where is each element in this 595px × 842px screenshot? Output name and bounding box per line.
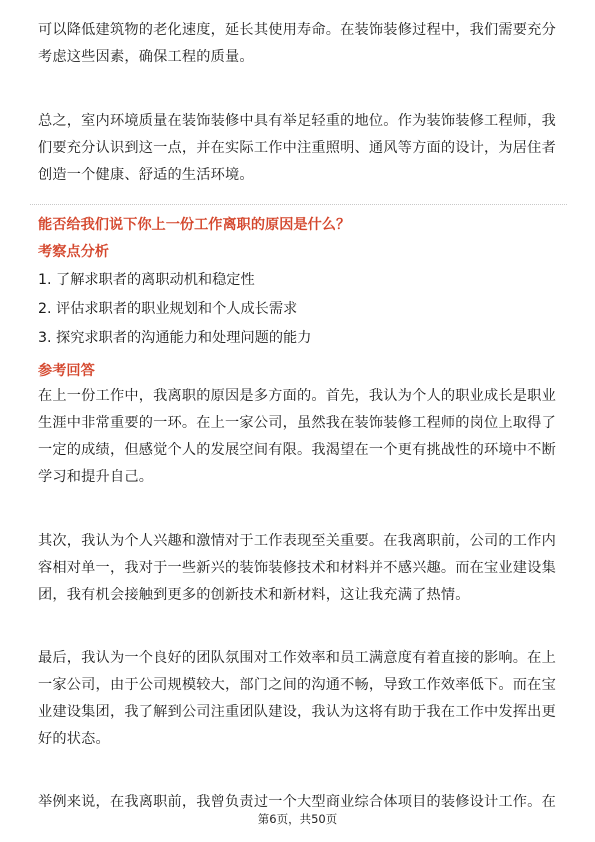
summary-line: 们要充分认识到这一点，并在实际工作中注重照明、通风等方面的设计，为居住者 xyxy=(38,140,556,156)
answer-paragraph xyxy=(38,383,558,491)
answer-paragraph xyxy=(38,645,558,753)
summary-line: 总之，室内环境质量在装饰装修中具有举足轻重的地位。作为装饰装修工程师，我 xyxy=(38,113,556,129)
answer-heading: 参考回答 xyxy=(38,363,95,379)
answer-line: 生涯中非常重要的一环。在上一家公司，虽然我在装饰装修工程师的岗位上取得了 xyxy=(38,415,556,431)
intro-line: 考虑这些因素，确保工程的质量。 xyxy=(38,49,254,65)
interview-question: 能否给我们说下你上一份工作离职的原因是什么？ xyxy=(38,217,351,233)
analysis-heading: 考察点分析 xyxy=(38,244,109,260)
answer-line: 举例来说，在我离职前，我曾负责过一个大型商业综合体项目的装修设计工作。在 xyxy=(38,794,556,810)
answer-line: 在上一份工作中，我离职的原因是多方面的。首先，我认为个人的职业成长是职业 xyxy=(38,388,556,404)
answer-line: 一家公司，由于公司规模较大，部门之间的沟通不畅，导致工作效率低下。而在宝 xyxy=(38,677,556,693)
answer-line: 好的状态。 xyxy=(38,731,110,747)
analysis-points-list xyxy=(38,266,311,353)
answer-line: 一定的成绩，但感觉个人的发展空间有限。我渴望在一个更有挑战性的环境中不断 xyxy=(38,442,556,458)
analysis-point: 2. 评估求职者的职业规划和个人成长需求 xyxy=(38,301,298,317)
answer-paragraph xyxy=(38,528,558,609)
analysis-point: 3. 探究求职者的沟通能力和处理问题的能力 xyxy=(38,330,312,346)
answer-line: 业建设集团，我了解到公司注重团队建设，我认为这将有助于我在工作中发挥出更 xyxy=(38,704,556,720)
section-divider xyxy=(30,204,567,205)
summary-paragraph xyxy=(38,108,558,189)
answer-line: 学习和提升自己。 xyxy=(38,469,154,485)
intro-line: 可以降低建筑物的老化速度，延长其使用寿命。在装饰装修过程中，我们需要充分 xyxy=(38,22,556,38)
analysis-point: 1. 了解求职者的离职动机和稳定性 xyxy=(38,272,255,288)
answer-line: 其次，我认为个人兴趣和激情对于工作表现至关重要。在我离职前，公司的工作内 xyxy=(38,533,556,549)
answer-line: 容相对单一，我对于一些新兴的装饰装修技术和材料并不感兴趣。而在宝业建设集 xyxy=(38,560,556,576)
summary-line: 创造一个健康、舒适的生活环境。 xyxy=(38,167,254,183)
answer-line: 最后，我认为一个良好的团队氛围对工作效率和员工满意度有着直接的影响。在上 xyxy=(38,650,556,666)
intro-paragraph xyxy=(38,17,558,71)
page-number: 第6页，共50页 xyxy=(257,812,338,826)
answer-line: 团，我有机会接触到更多的创新技术和新材料，这让我充满了热情。 xyxy=(38,587,470,603)
